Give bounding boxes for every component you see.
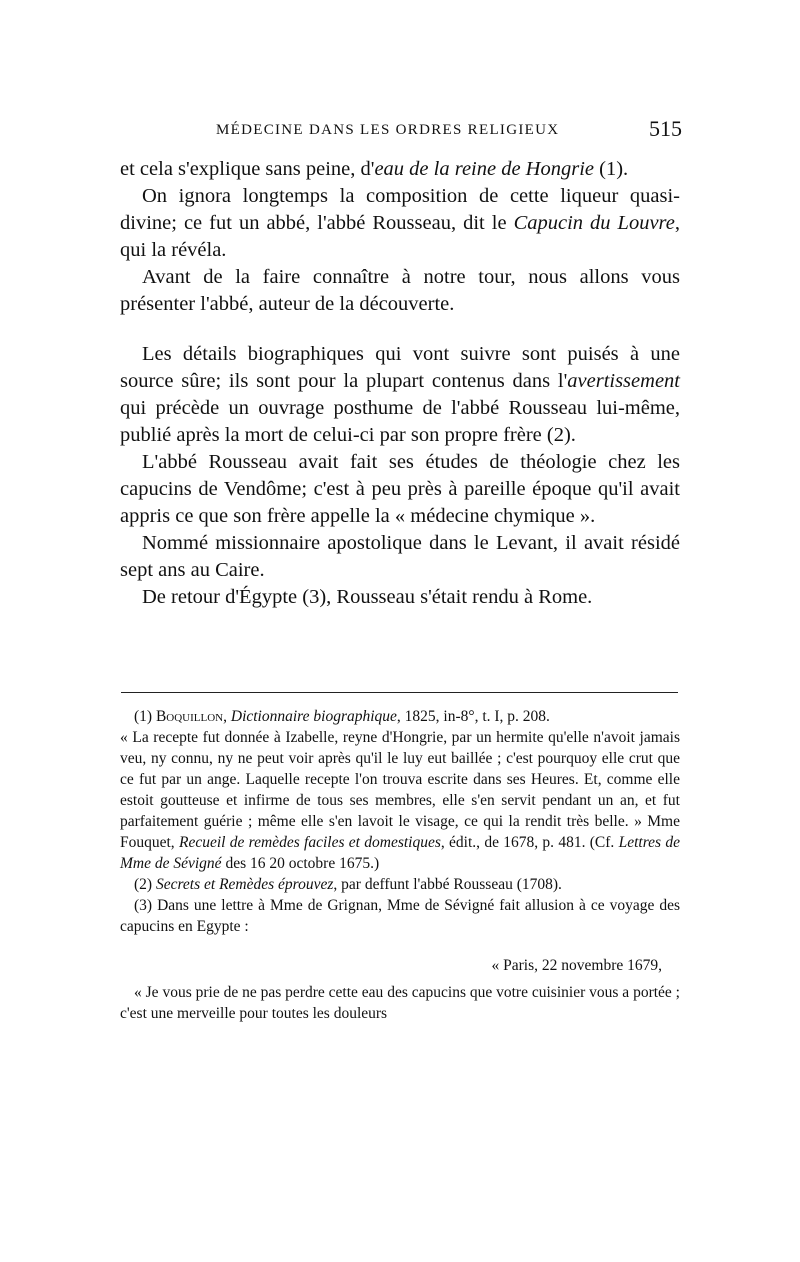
footnote-divider — [121, 692, 678, 693]
running-title: MÉDECINE DANS LES ORDRES RELIGIEUX — [216, 122, 560, 138]
text-run: qui précède un ouvrage posthume de l'abbé Rousseau lui-même, publié après la mort de celui-ci par son propre frère (2). — [120, 397, 680, 446]
paragraph-5: L'abbé Rousseau avait fait ses études de théologie chez les capucins de Vendôme; c'est à peu près à pareille époque qu'il avait appris ce que son frère appelle la « médecine chymique ». — [120, 451, 680, 527]
text-run: (1). — [594, 158, 629, 180]
text-run: On ignora longtemps la composition de cette liqueur quasi-divine; ce fut un abbé, l'abbé Rousseau, dit le — [120, 185, 680, 234]
text-run: , par deffunt l'abbé Rousseau (1708). — [333, 876, 562, 893]
footnote-number: (1) — [134, 708, 156, 725]
text-run: , — [223, 708, 231, 725]
italic-run: eau de la reine de Hongrie — [374, 158, 595, 180]
text-run: et cela s'explique sans peine, d' — [120, 158, 375, 180]
text-run: , qui la révéla. — [120, 212, 680, 261]
paragraph-6: Nommé missionnaire apostolique dans le Levant, il avait résidé sept ans au Caire. — [120, 532, 680, 581]
footnotes — [120, 706, 680, 1024]
paragraph-1 — [120, 156, 680, 183]
paragraph-7: De retour d'Égypte (3), Rousseau s'était rendu à Rome. — [142, 586, 593, 608]
italic-run: Recueil de remèdes faciles et domestiques — [178, 834, 441, 851]
italic-run: avertissement — [567, 370, 680, 392]
text-run: Les détails biographiques qui vont suivre sont puisés à une source sûre; ils sont pour la plupart contenus dans l' — [120, 343, 680, 392]
text-run: des 16 20 octobre 1675.) — [221, 855, 380, 872]
footnote-1-quote — [120, 727, 680, 874]
letter-quote: « Je vous prie de ne pas perdre cette eau des capucins que votre cuisinier vous a portée ; c'est une merveille pour toutes les douleurs — [120, 984, 680, 1022]
paragraph-2 — [120, 183, 680, 264]
paragraph-4 — [120, 341, 680, 449]
letter-dateline: « Paris, 22 novembre 1679, — [491, 957, 662, 974]
italic-run: Capucin du Louvre — [513, 212, 675, 234]
footnote-author: Boquillon — [155, 708, 224, 725]
italic-run: Lettres de Mme de Sévigné — [120, 834, 680, 872]
footnote-2 — [120, 874, 680, 895]
paragraph-3: Avant de la faire connaître à notre tour, nous allons vous présenter l'abbé, auteur de la découverte. — [120, 266, 680, 315]
page-number: 515 — [649, 116, 682, 141]
text-run: , 1825, in-8°, t. I, p. 208. — [396, 708, 550, 725]
body-text — [120, 156, 680, 611]
footnote-1 — [120, 706, 680, 727]
footnote-title: Dictionnaire biographique — [230, 708, 397, 725]
footnote-title: Secrets et Remèdes éprouvez — [155, 876, 334, 893]
footnote-number: (2) — [134, 876, 156, 893]
running-head — [120, 116, 682, 146]
text-run: « La recepte fut donnée à Izabelle, reyne d'Hongrie, par un hermite qu'elle n'avoit jamais veu, ny connu, ny ne peut voir après qu'il le luy eut baillée ; c'est pourquoy elle crut que ce fut par un ange. Laquelle recepte l'on trouva escrite dans ses Heures. Et, comme elle estoit goutteuse et infirme de tous ses membres, elle s'en servit pendant un an, et fut parfaitement guérie ; même elle s'en lavoit le visage, ce qui la rendit très belle. » Mme Fouquet, — [120, 729, 680, 851]
footnote-3: (3) Dans une lettre à Mme de Grignan, Mme de Sévigné fait allusion à ce voyage des capucins en Egypte : — [120, 897, 680, 935]
text-run: , édit., de 1678, p. 481. (Cf. — [440, 834, 619, 851]
